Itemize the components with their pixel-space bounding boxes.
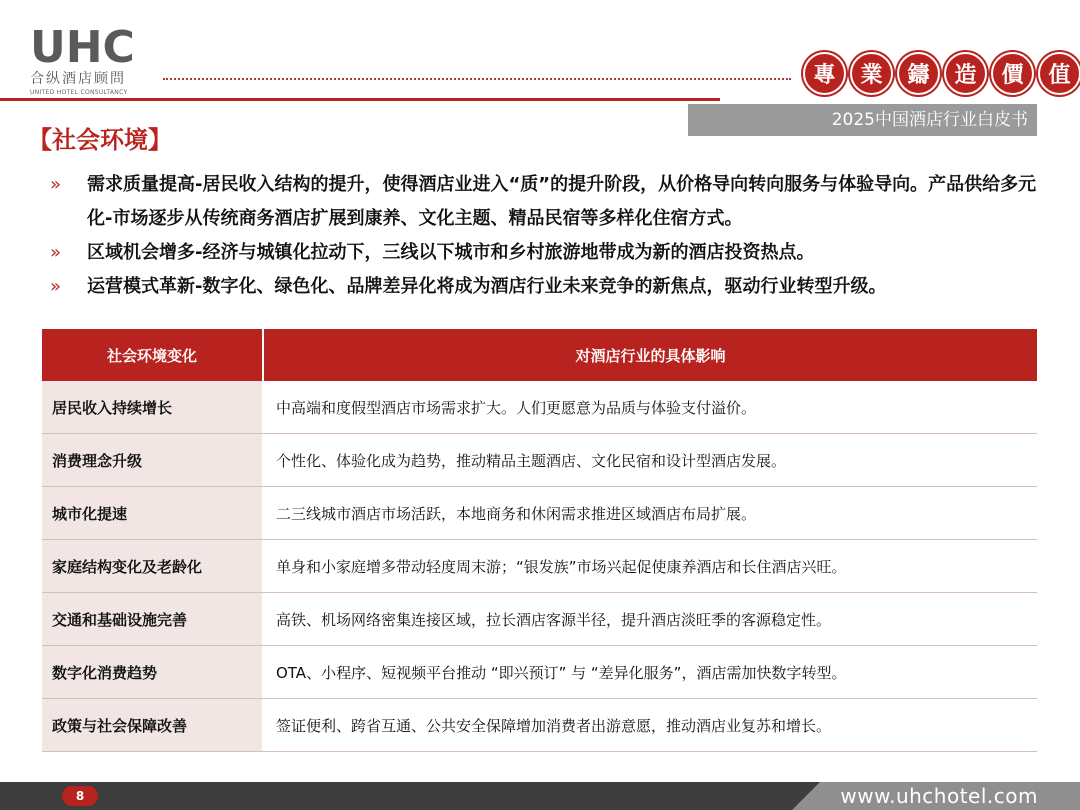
row-label: 政策与社会保障改善 <box>42 699 264 751</box>
seal-stamp: 鑄 <box>897 52 940 95</box>
table-row <box>42 381 1037 434</box>
logo-chinese-name: 合纵酒店顾問 <box>30 71 126 87</box>
row-detail: 签证便利、跨省互通、公共安全保障增加消费者出游意愿，推动酒店业复苏和增长。 <box>264 699 1037 751</box>
row-detail: 高铁、机场网络密集连接区域，拉长酒店客源半径，提升酒店淡旺季的客源稳定性。 <box>264 593 1037 645</box>
bullet-item <box>50 168 1040 236</box>
logo-mark-text: UHC <box>30 24 135 66</box>
table-row <box>42 487 1037 540</box>
row-label: 家庭结构变化及老龄化 <box>42 540 264 592</box>
row-label: 消费理念升级 <box>42 434 264 486</box>
impact-table <box>42 329 1037 752</box>
column-header-impact: 对酒店行业的具体影响 <box>575 346 726 365</box>
table-row <box>42 646 1037 699</box>
seal-stamp: 價 <box>991 52 1034 95</box>
row-detail: 二三线城市酒店市场活跃，本地商务和休闲需求推进区域酒店布局扩展。 <box>264 487 1037 539</box>
bullet-list <box>50 168 1040 304</box>
logo-mark <box>30 22 150 66</box>
header-dotted-line <box>163 78 791 80</box>
table-row <box>42 593 1037 646</box>
seal-stamp: 值 <box>1038 52 1080 95</box>
seal-stamp: 造 <box>944 52 987 95</box>
banner-title: 2025中国酒店行业白皮书 <box>831 110 1028 130</box>
footer-url[interactable]: www.uhchotel.com <box>840 784 1038 808</box>
bullet-marker-icon: » <box>50 174 62 195</box>
row-label: 城市化提速 <box>42 487 264 539</box>
row-label: 交通和基础设施完善 <box>42 593 264 645</box>
row-detail: 个性化、体验化成为趋势，推动精品主题酒店、文化民宿和设计型酒店发展。 <box>264 434 1037 486</box>
uhc-logo <box>30 22 150 96</box>
footer-dark-band <box>0 782 820 810</box>
bullet-marker-icon: » <box>50 242 62 263</box>
bullet-text: 区域机会增多-经济与城镇化拉动下，三线以下城市和乡村旅游地带成为新的酒店投资热点。 <box>87 242 815 263</box>
table-header <box>42 329 1037 381</box>
seal-stamps <box>803 52 1080 95</box>
bullet-text: 运营模式革新-数字化、绿色化、品牌差异化将成为酒店行业未来竞争的新焦点，驱动行业转型升级。 <box>87 276 887 297</box>
table-row <box>42 699 1037 752</box>
row-detail: 单身和小家庭增多带动轻度周末游；“银发族”市场兴起促使康养酒店和长住酒店兴旺。 <box>264 540 1037 592</box>
bullet-item <box>50 236 1040 270</box>
uhc-logo-icon <box>30 24 140 66</box>
logo-english-name: UNITED HOTEL CONSULTANCY <box>30 89 128 96</box>
section-title: 【社会环境】 <box>28 126 172 154</box>
column-header-change: 社会环境变化 <box>42 329 264 381</box>
row-label: 居民收入持续增长 <box>42 381 264 433</box>
table-row <box>42 434 1037 487</box>
seal-stamp: 專 <box>803 52 846 95</box>
row-label: 数字化消费趋势 <box>42 646 264 698</box>
bullet-text: 需求质量提高-居民收入结构的提升，使得酒店业进入“质”的提升阶段，从价格导向转向服务与体验导向。产品供给多元化-市场逐步从传统商务酒店扩展到康养、文化主题、精品民宿等多样化住宿方式。 <box>87 174 1037 229</box>
page-number-badge: 8 <box>62 786 98 806</box>
bullet-item <box>50 270 1040 304</box>
row-detail: 中高端和度假型酒店市场需求扩大。人们更愿意为品质与体验支付溢价。 <box>264 381 1037 433</box>
header-red-rule <box>0 98 720 101</box>
bullet-marker-icon: » <box>50 276 62 297</box>
row-detail: OTA、小程序、短视频平台推动 “即兴预订” 与 “差异化服务”，酒店需加快数字转型。 <box>264 646 1037 698</box>
table-row <box>42 540 1037 593</box>
seal-stamp: 業 <box>850 52 893 95</box>
